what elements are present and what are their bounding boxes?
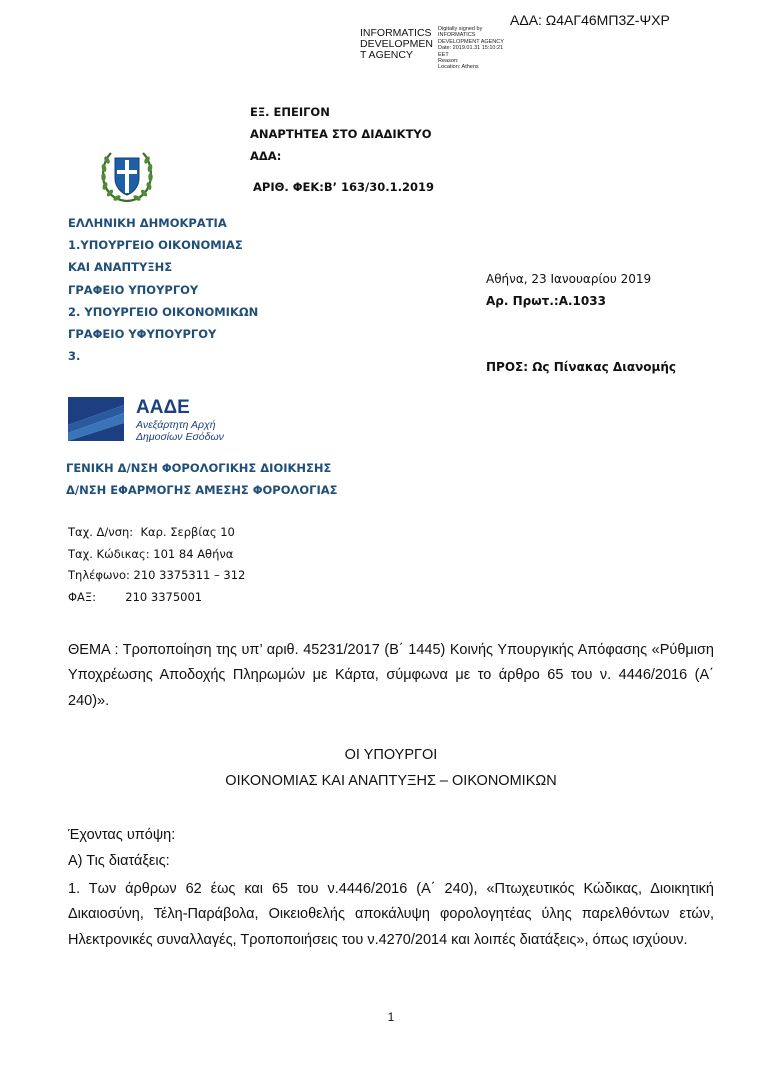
ministry-line: ΓΡΑΦΕΙΟ ΥΦΥΠΟΥΡΓΟΥ: [68, 327, 217, 342]
ministry-header: [68, 212, 258, 367]
signature-line: Location: Athens: [438, 64, 479, 71]
page-number: 1: [387, 1010, 395, 1024]
signature-details: [438, 26, 518, 71]
recipients: ΠΡΟΣ: Ως Πίνακας Διανομής: [486, 360, 677, 374]
ministry-line: ΕΛΛΗΝΙΚΗ ΔΗΜΟΚΡΑΤΙΑ: [68, 216, 227, 230]
urgency-block: [250, 101, 432, 167]
ada-identifier: ΑΔΑ: Ω4ΑΓ46ΜΠ3Ζ-ΨΧΡ: [510, 12, 670, 28]
subject-paragraph: ΘΕΜΑ : Τροποποίηση της υπ’ αριθ. 45231/2017 (Β΄ 1445) Κοινής Υπουργικής Απόφασης «Ρύθμιση Υποχρέωσης Αποδοχής Πληρωμών με Κάρτα, σύμφωνα με το άρθρο 65 του ν. 4446/2016 (Α΄ 240)».: [68, 642, 714, 709]
signature-line: INFORMATICS: [438, 32, 476, 39]
recital-item-1: 1. Των άρθρων 62 έως και 65 του ν.4446/2016 (Α΄ 240), «Πτωχευτικός Κώδικας, Διοικητική Δικαιοσύνη, Τέλη-Παράβολα, Οικειοθελής αποκάλυψη φορολογητέας ύλης παρελθόντων ετών, Ηλεκτρονικές συναλλαγές, Τροποποιήσεις του ν.4270/2014 και λοιπές διατάξεις», όπως ισχύουν.: [68, 881, 714, 948]
aade-line1: Ανεξάρτητη Αρχή: [136, 419, 216, 431]
recital-a: Α) Τις διατάξεις:: [68, 853, 170, 869]
address-line: Ταχ. Κώδικας: 101 84 Αθήνα: [68, 546, 234, 561]
ministry-line: ΚΑΙ ΑΝΑΠΤΥΞΗΣ: [68, 260, 173, 275]
signature-line: Date: 2019.01.31 15:10:21: [438, 45, 504, 52]
document-date: Αθήνα, 23 Ιανουαρίου 2019: [486, 272, 652, 286]
greek-emblem-icon: [98, 148, 156, 204]
address-line: Τηλέφωνο: 210 3375311 – 312: [68, 568, 246, 582]
signature-line: Digitally signed by: [438, 26, 483, 32]
aade-logo-mark: [68, 397, 124, 441]
ministry-line: 3.: [68, 349, 81, 364]
signature-line: Reason:: [438, 58, 459, 65]
ada-label: ΑΔΑ:: [250, 149, 282, 163]
signature-organization: INFORMATICS DEVELOPMEN T AGENCY: [360, 27, 433, 61]
ministers-line: ΟΙ ΥΠΟΥΡΓΟΙ: [344, 747, 438, 763]
address-line: ΦΑΞ: 210 3375001: [68, 589, 203, 604]
directorate-header: [66, 457, 338, 501]
urgent-label: ΕΞ. ΕΠΕΙΓΟΝ: [250, 105, 330, 119]
ministry-line: 2. ΥΠΟΥΡΓΕΙΟ ΟΙΚΟΝΟΜΙΚΩΝ: [68, 304, 259, 319]
directorate-line: ΓΕΝΙΚΗ Δ/ΝΣΗ ΦΟΡΟΛΟΓΙΚΗΣ ΔΙΟΙΚΗΣΗΣ: [66, 461, 332, 475]
aade-acronym: ΑΑΔΕ: [136, 397, 190, 418]
publish-label: ΑΝΑΡΤΗΤΕΑ ΣΤΟ ΔΙΑΔΙΚΤΥΟ: [250, 127, 432, 141]
ministries-line: ΟΙΚΟΝΟΜΙΑΣ ΚΑΙ ΑΝΑΠΤΥΞΗΣ – ΟΙΚΟΝΟΜΙΚΩΝ: [225, 772, 557, 789]
contact-address: [68, 522, 245, 608]
protocol-number: Αρ. Πρωτ.:Α.1033: [486, 294, 606, 308]
ministers-heading: [68, 743, 714, 795]
directorate-line: Δ/ΝΣΗ ΕΦΑΡΜΟΓΗΣ ΑΜΕΣΗΣ ΦΟΡΟΛΟΓΙΑΣ: [66, 483, 338, 497]
recitals-heading: Έχοντας υπόψη:: [68, 827, 176, 843]
ministry-line: ΓΡΑΦΕΙΟ ΥΠΟΥΡΓΟΥ: [68, 282, 199, 297]
aade-line2: Δημοσίων Εσόδων: [136, 431, 224, 443]
aade-logo: [68, 395, 288, 445]
signature-line: EET: [438, 51, 449, 58]
address-line: Ταχ. Δ/νση: Καρ. Σερβίας 10: [68, 525, 235, 539]
ministry-line: 1.ΥΠΟΥΡΓΕΙΟ ΟΙΚΟΝΟΜΙΑΣ: [68, 238, 243, 253]
signature-line: DEVELOPMENT AGENCY: [438, 38, 504, 45]
fek-reference: ΑΡΙΘ. ΦΕΚ:Β’ 163/30.1.2019: [253, 180, 434, 194]
